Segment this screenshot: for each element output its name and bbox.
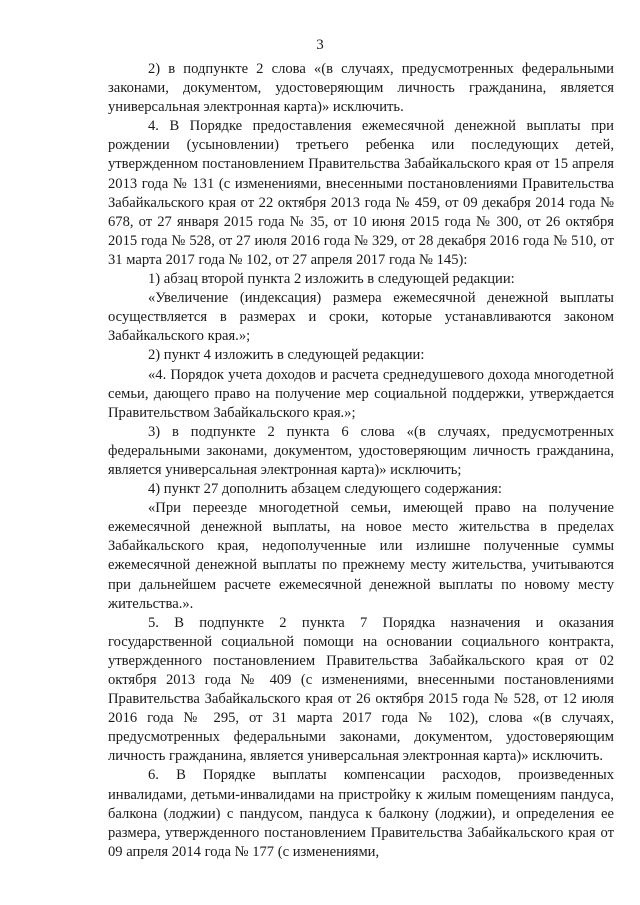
paragraph-amendment-4: 4) пункт 27 дополнить абзацем следующего содержания: [148, 481, 502, 498]
paragraph-item-4-third-child-payment: 4. В Порядке предоставления ежемесячной денежной выплаты при рождении (усыновлении) третьего ребенка или последующих детей, утвержденном постановлением Правительства Забайкальского края от 15 апреля 2013 года № 131 (с изменениями, внесенными постановлениями Правительства Забайкальского края от 22 октября 2013 года № 459, от 09 декабря 2014 года № 678, от 27 января 2015 года № 35, от 10 июня 2015 года № 300, от 26 октября 2015 года № 528, от 27 июля 2016 года № 329, от 28 декабря 2016 года № 510, от 31 марта 2017 года № 102, от 27 апреля 2017 года № 145): [108, 118, 614, 268]
paragraph-item-6-ramp-compensation: 6. В Порядке выплаты компенсации расходов, произведенных инвалидами, детьми-инвалидами на пристройку к жилым помещениям пандуса, балкона (лоджии) с пандусом, пандуса к балкону (лоджии), и определения ее размера, утвержденного постановлением Правительства Забайкальского края от 09 апреля 2014 года № 177 (с изменениями, [108, 767, 614, 860]
document-body [108, 60, 614, 862]
page-number: 3 [316, 37, 324, 53]
paragraph-item-5-social-contract: 5. В подпункте 2 пункта 7 Порядка назначения и оказания государственной социальной помощи на основании социального контракта, утвержденного постановлением Правительства Забайкальского края от 02 октября 2013 года № 409 (с изменениями, внесенными постановлениями Правительства Забайкальского края от 26 октября 2015 года № 528, от 12 июля 2016 года № 295, от 31 марта 2017 года № 102), слова «(в случаях, предусмотренных федеральными законами, документом, удостоверяющим личность гражданина, является универсальная электронная карта)» исключить. [108, 614, 614, 765]
paragraph-amendment-3: 3) в подпункте 2 пункта 6 слова «(в случаях, предусмотренных федеральными законами, документом, удостоверяющим личность гражданина, является универсальная электронная карта)» исключить; [108, 423, 614, 478]
paragraph-subpoint-2-exclusion: 2) в подпункте 2 слова «(в случаях, предусмотренных федеральными законами, документом, удостоверяющим личность гражданина, является универсальная электронная карта)» исключить. [108, 61, 614, 116]
paragraph-quote-income-accounting: «4. Порядок учета доходов и расчета среднедушевого дохода многодетной семьи, дающего право на получение мер социальной поддержки, утверждается Правительством Забайкальского края.»; [108, 366, 614, 421]
paragraph-amendment-2: 2) пункт 4 изложить в следующей редакции: [148, 347, 425, 364]
paragraph-quote-indexation: «Увеличение (индексация) размера ежемесячной денежной выплаты осуществляется в размерах и сроки, которые устанавливаются законом Забайкальского края.»; [108, 290, 614, 345]
paragraph-amendment-1: 1) абзац второй пункта 2 изложить в следующей редакции: [148, 271, 515, 288]
paragraph-quote-relocation: «При переезде многодетной семьи, имеющей право на получение ежемесячной денежной выплаты, на новое место жительства в пределах Забайкальского края, недополученные или излишне полученные суммы ежемесячной денежной выплаты по прежнему месту жительства, учитываются при дальнейшем расчете ежемесячной денежной выплаты по новому месту жительства.». [108, 500, 614, 612]
